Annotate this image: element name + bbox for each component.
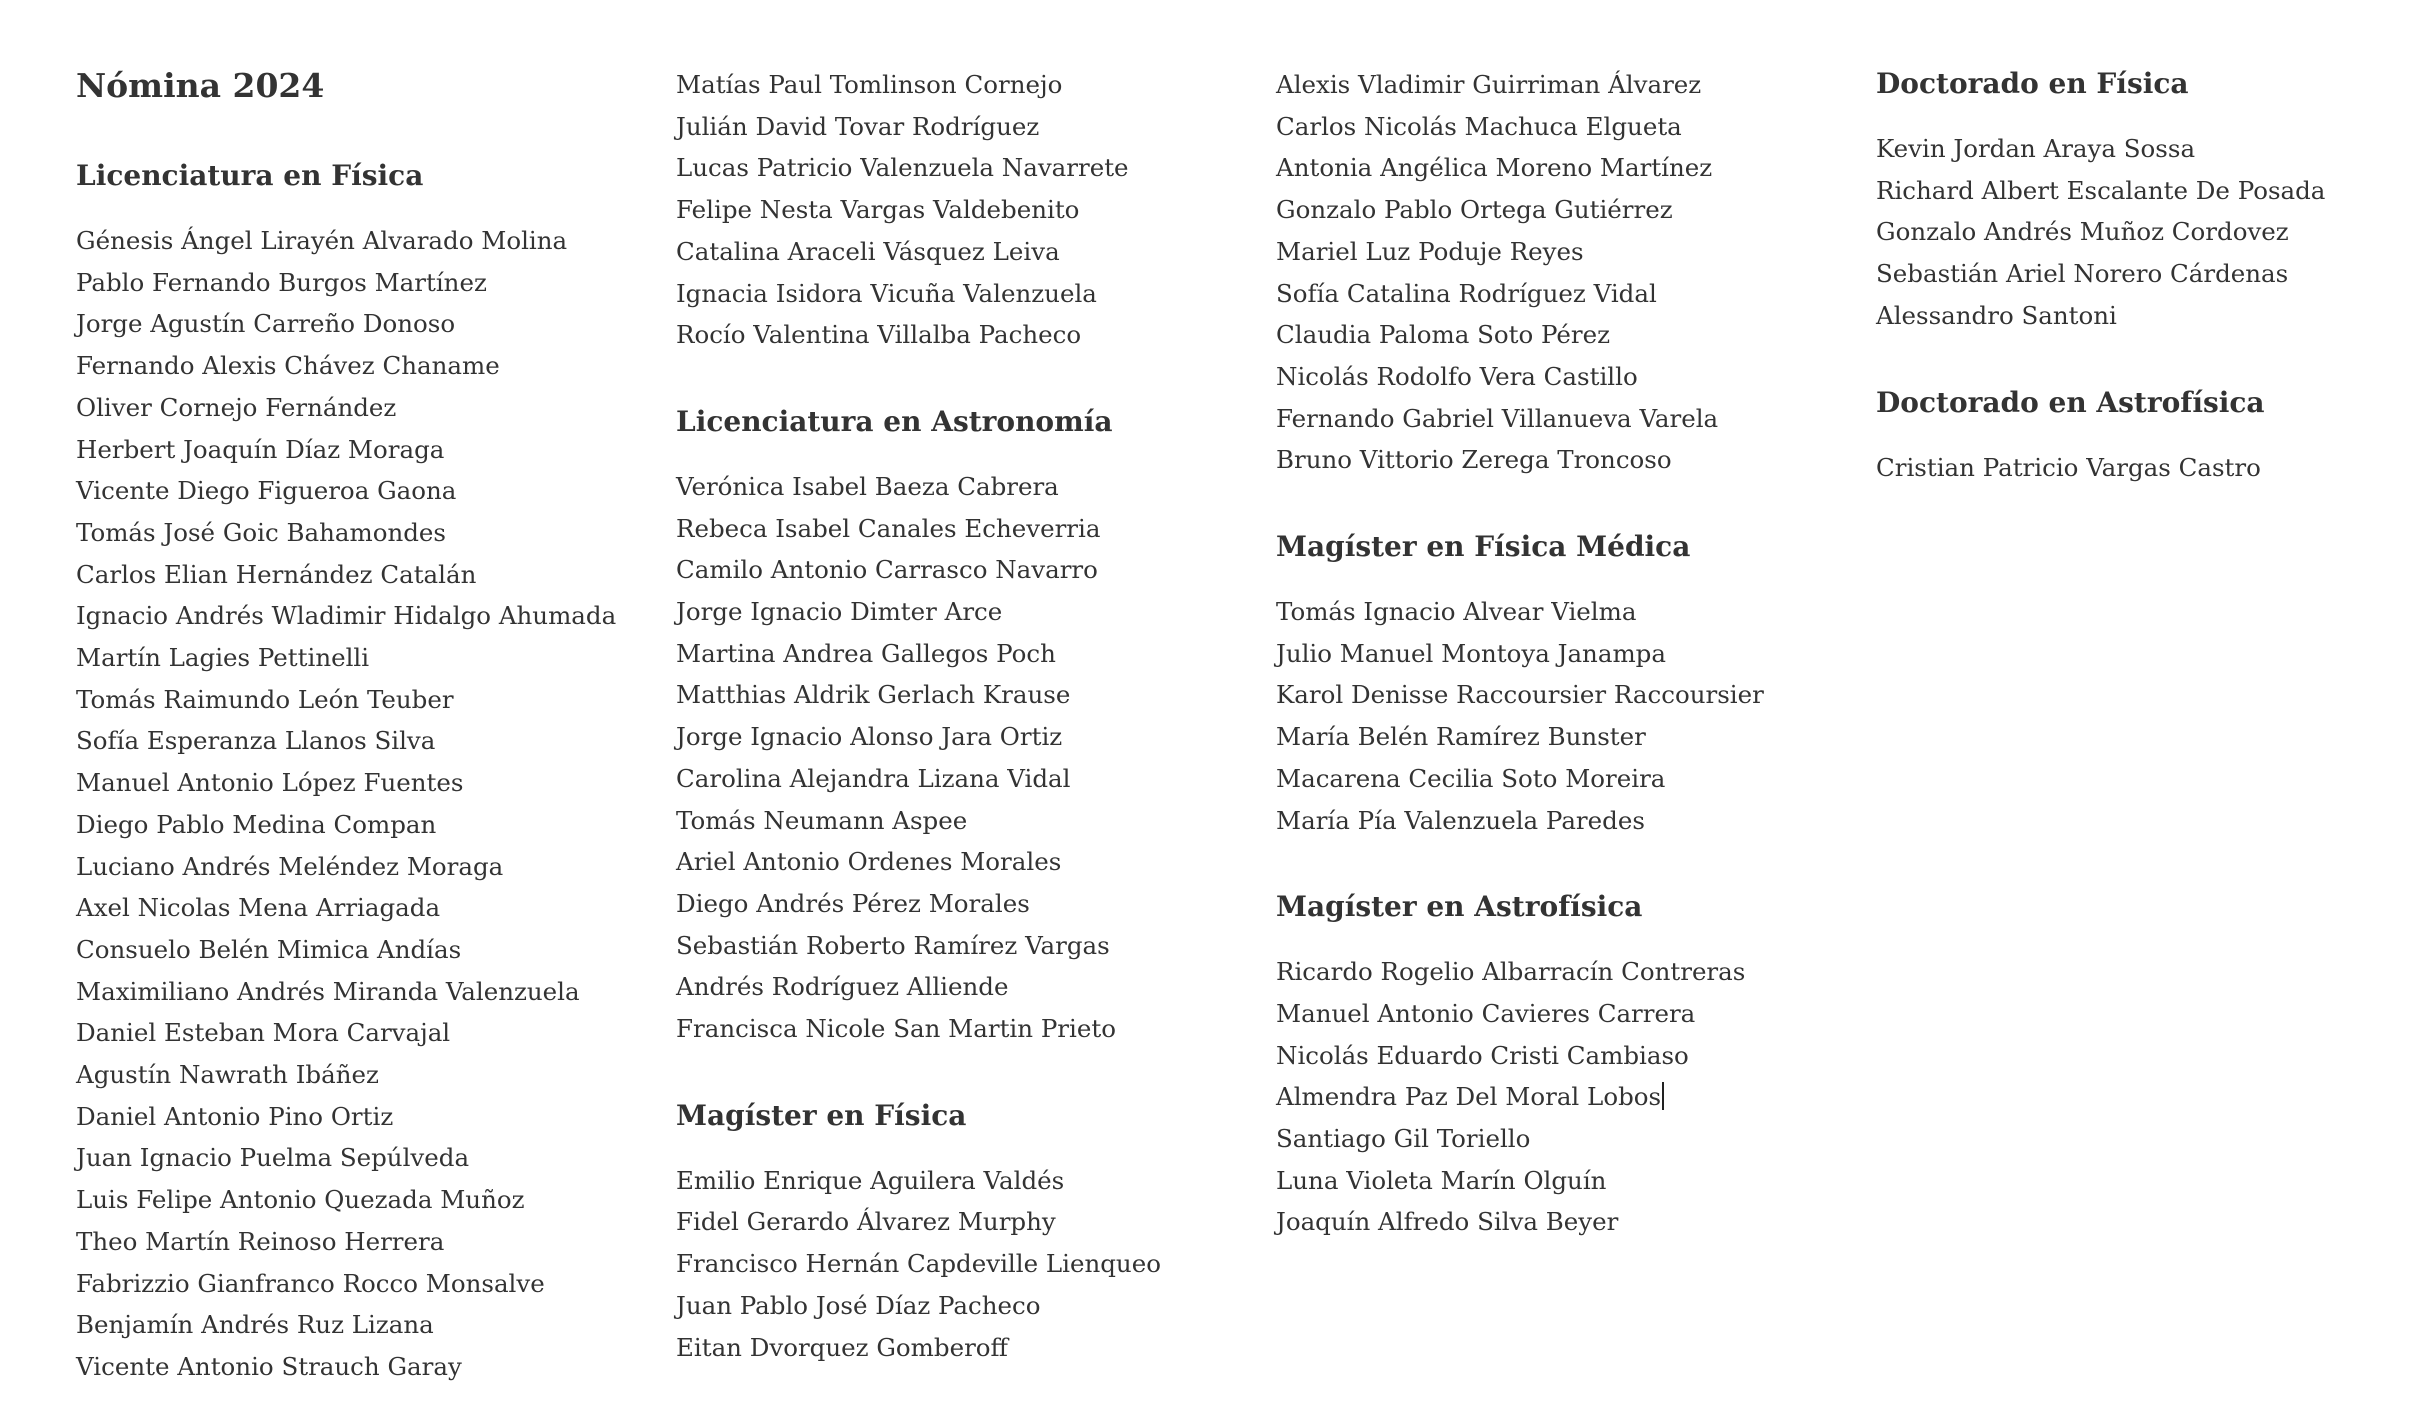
list-item	[1276, 758, 1856, 800]
list-item	[76, 262, 656, 304]
name-text: Oliver Cornejo Fernández	[76, 392, 397, 422]
list-item	[1876, 447, 2416, 489]
list-item	[76, 1012, 656, 1054]
list-item	[76, 846, 656, 888]
list-item	[676, 925, 1256, 967]
list-licenciatura-fisica-cont	[676, 64, 1256, 356]
list-item	[1276, 674, 1856, 716]
list-item	[1276, 314, 1856, 356]
name-text: Fernando Gabriel Villanueva Varela	[1276, 403, 1719, 433]
name-text: Ignacia Isidora Vicuña Valenzuela	[676, 278, 1097, 308]
name-text: Verónica Isabel Baeza Cabrera	[676, 471, 1059, 501]
name-text: Mariel Luz Poduje Reyes	[1276, 236, 1584, 266]
name-text: Francisco Hernán Capdeville Lienqueo	[676, 1249, 1161, 1279]
list-item	[76, 971, 656, 1013]
list-item	[1276, 439, 1856, 481]
text-cursor	[1662, 1082, 1664, 1110]
name-text: Axel Nicolas Mena Arriagada	[76, 893, 441, 923]
list-item	[676, 883, 1256, 925]
list-item	[676, 674, 1256, 716]
list-item	[1276, 273, 1856, 315]
name-text: Karol Denisse Raccoursier Raccoursier	[1276, 680, 1764, 710]
list-item	[676, 466, 1256, 508]
name-text: Sofía Catalina Rodríguez Vidal	[1276, 278, 1657, 308]
list-item	[676, 841, 1256, 883]
name-text: Julián David Tovar Rodríguez	[676, 111, 1040, 141]
name-text: Daniel Antonio Pino Ortiz	[76, 1101, 394, 1131]
list-magister-astrofisica	[1276, 951, 1856, 1243]
heading-doctorado-astrofisica: Doctorado en Astrofísica	[1876, 385, 2265, 419]
list-item	[1276, 106, 1856, 148]
name-text: Matías Paul Tomlinson Cornejo	[676, 70, 1063, 99]
heading-licenciatura-fisica: Licenciatura en Física	[76, 159, 424, 192]
list-item	[676, 1285, 1256, 1327]
name-text: María Belén Ramírez Bunster	[1276, 722, 1646, 752]
name-text: Sebastián Ariel Norero Cárdenas	[1876, 259, 2289, 289]
name-text: Génesis Ángel Lirayén Alvarado Molina	[76, 226, 568, 255]
list-item	[76, 595, 656, 637]
name-text: Felipe Nesta Vargas Valdebenito	[676, 195, 1080, 225]
name-text: Carolina Alejandra Lizana Vidal	[676, 763, 1071, 793]
list-item	[76, 1054, 656, 1096]
list-item	[1276, 356, 1856, 398]
name-text: Richard Albert Escalante De Posada	[1876, 175, 2326, 205]
name-text: Carlos Elian Hernández Catalán	[76, 559, 477, 589]
name-text: Maximiliano Andrés Miranda Valenzuela	[76, 976, 580, 1006]
name-text: Joaquín Alfredo Silva Beyer	[1276, 1207, 1619, 1237]
list-item	[676, 758, 1256, 800]
list-item	[1276, 591, 1856, 633]
list-item	[676, 633, 1256, 675]
list-item	[676, 966, 1256, 1008]
name-text: Rocío Valentina Villalba Pacheco	[676, 320, 1082, 350]
name-text: Francisca Nicole San Martin Prieto	[676, 1014, 1116, 1044]
name-text: Alexis Vladimir Guirriman Álvarez	[1276, 70, 1702, 99]
name-text: Manuel Antonio Cavieres Carrera	[1276, 998, 1696, 1028]
list-item	[1276, 951, 1856, 993]
list-item	[76, 1137, 656, 1179]
list-item	[76, 1304, 656, 1346]
list-item	[676, 147, 1256, 189]
name-text: Nicolás Rodolfo Vera Castillo	[1276, 361, 1638, 391]
name-text: Kevin Jordan Araya Sossa	[1876, 134, 2196, 163]
column-1	[76, 64, 656, 1388]
name-text: Martina Andrea Gallegos Poch	[676, 638, 1056, 668]
list-item	[676, 314, 1256, 356]
name-text: Juan Ignacio Puelma Sepúlveda	[76, 1143, 470, 1173]
list-item	[676, 1160, 1256, 1202]
list-item	[676, 64, 1256, 106]
name-text: Tomás Raimundo León Teuber	[76, 684, 454, 714]
list-item	[1276, 64, 1856, 106]
list-item	[76, 804, 656, 846]
list-item	[76, 762, 656, 804]
list-doctorado-fisica	[1876, 128, 2416, 337]
column-2	[676, 64, 1256, 1414]
name-text: Tomás Neumann Aspee	[676, 805, 968, 835]
list-item	[76, 1346, 656, 1388]
list-item	[676, 1327, 1256, 1369]
name-text: María Pía Valenzuela Paredes	[1276, 805, 1645, 835]
name-text: Daniel Esteban Mora Carvajal	[76, 1018, 451, 1048]
name-text: Luna Violeta Marín Olguín	[1276, 1165, 1607, 1195]
name-text: Bruno Vittorio Zerega Troncoso	[1276, 445, 1672, 475]
list-item	[1276, 1076, 1856, 1118]
name-text: Gonzalo Andrés Muñoz Cordovez	[1876, 217, 2289, 247]
name-text: Matthias Aldrik Gerlach Krause	[676, 680, 1071, 710]
list-item	[1876, 211, 2416, 253]
list-item	[76, 1179, 656, 1221]
list-item	[676, 1008, 1256, 1050]
heading-magister-fisica-medica: Magíster en Física Médica	[1276, 530, 1691, 564]
name-text: Gonzalo Pablo Ortega Gutiérrez	[1276, 195, 1673, 225]
list-doctorado-astrofisica	[1876, 447, 2416, 489]
name-text: Nicolás Eduardo Cristi Cambiaso	[1276, 1040, 1689, 1070]
name-text: Jorge Ignacio Alonso Jara Ortiz	[676, 722, 1063, 752]
name-text: Alessandro Santoni	[1876, 300, 2117, 330]
name-text: Emilio Enrique Aguilera Valdés	[676, 1165, 1065, 1195]
list-item	[676, 591, 1256, 633]
name-text: Cristian Patricio Vargas Castro	[1876, 452, 2261, 482]
list-magister-fisica-medica	[1276, 591, 1856, 841]
name-text: Catalina Araceli Vásquez Leiva	[676, 236, 1060, 266]
name-text: Tomás Ignacio Alvear Vielma	[1276, 597, 1637, 627]
name-text: Rebeca Isabel Canales Echeverria	[676, 513, 1101, 543]
list-item	[76, 554, 656, 596]
list-item	[1876, 253, 2416, 295]
name-text: Vicente Diego Figueroa Gaona	[76, 476, 457, 506]
list-item	[1276, 993, 1856, 1035]
list-item	[676, 716, 1256, 758]
list-item	[76, 1096, 656, 1138]
list-item	[676, 549, 1256, 591]
name-text: Benjamín Andrés Ruz Lizana	[76, 1310, 434, 1340]
list-item	[76, 637, 656, 679]
list-item	[1276, 398, 1856, 440]
name-text: Camilo Antonio Carrasco Navarro	[676, 555, 1098, 585]
list-item	[76, 679, 656, 721]
list-item	[1276, 231, 1856, 273]
name-text: Agustín Nawrath Ibáñez	[76, 1060, 379, 1090]
list-licenciatura-astronomia	[676, 466, 1256, 1050]
name-text: Sebastián Roberto Ramírez Vargas	[676, 930, 1110, 960]
name-text: Lucas Patricio Valenzuela Navarrete	[676, 153, 1129, 183]
heading-magister-astrofisica: Magíster en Astrofísica	[1276, 890, 1643, 924]
list-item	[76, 387, 656, 429]
name-text: Fidel Gerardo Álvarez Murphy	[676, 1207, 1056, 1237]
list-item	[76, 512, 656, 554]
list-item	[76, 220, 656, 262]
name-text: Fernando Alexis Chávez Chaname	[76, 351, 500, 381]
name-text: Tomás José Goic Bahamondes	[76, 517, 447, 547]
list-item	[676, 800, 1256, 842]
list-item	[76, 470, 656, 512]
name-text: Andrés Rodríguez Alliende	[676, 972, 1009, 1002]
list-item	[676, 1243, 1256, 1285]
name-text: Ignacio Andrés Wladimir Hidalgo Ahumada	[76, 601, 617, 631]
list-item	[1276, 633, 1856, 675]
name-text: Ricardo Rogelio Albarracín Contreras	[1276, 957, 1746, 987]
name-text: Santiago Gil Toriello	[1276, 1124, 1531, 1154]
list-item	[76, 929, 656, 971]
name-text: Juan Pablo José Díaz Pacheco	[676, 1290, 1041, 1320]
name-text: Vicente Antonio Strauch Garay	[76, 1351, 462, 1381]
list-item	[76, 345, 656, 387]
name-text: Eitan Dvorquez Gomberoff	[676, 1332, 1008, 1362]
list-item	[676, 508, 1256, 550]
name-text: Theo Martín Reinoso Herrera	[76, 1226, 445, 1256]
list-item	[76, 1221, 656, 1263]
page-title: Nómina 2024	[76, 66, 325, 105]
list-item	[76, 887, 656, 929]
name-text: Claudia Paloma Soto Pérez	[1276, 320, 1611, 350]
name-text: Diego Andrés Pérez Morales	[676, 888, 1030, 918]
list-item	[676, 273, 1256, 315]
name-text: Diego Pablo Medina Compan	[76, 809, 437, 839]
name-text: Herbert Joaquín Díaz Moraga	[76, 434, 445, 464]
name-text: Consuelo Belén Mimica Andías	[76, 934, 462, 964]
list-item	[1876, 170, 2416, 212]
list-item	[1276, 1160, 1856, 1202]
list-item	[676, 231, 1256, 273]
list-item	[1276, 147, 1856, 189]
name-text: Ariel Antonio Ordenes Morales	[676, 847, 1062, 877]
heading-magister-fisica: Magíster en Física	[676, 1098, 967, 1132]
name-text: Sofía Esperanza Llanos Silva	[76, 726, 436, 756]
list-item	[76, 1263, 656, 1305]
list-item	[1276, 189, 1856, 231]
list-item	[1276, 800, 1856, 842]
list-item	[676, 189, 1256, 231]
list-item	[1276, 1201, 1856, 1243]
name-text: Pablo Fernando Burgos Martínez	[76, 267, 487, 297]
name-text: Macarena Cecilia Soto Moreira	[1276, 763, 1666, 793]
name-text: Carlos Nicolás Machuca Elgueta	[1276, 111, 1682, 141]
list-item	[676, 1201, 1256, 1243]
list-item	[76, 429, 656, 471]
heading-doctorado-fisica: Doctorado en Física	[1876, 67, 2189, 100]
list-licenciatura-fisica	[76, 220, 656, 1388]
column-4	[1876, 64, 2416, 534]
name-text: Luis Felipe Antonio Quezada Muñoz	[76, 1185, 525, 1215]
list-item	[1876, 128, 2416, 170]
list-item	[1276, 716, 1856, 758]
name-text: Martín Lagies Pettinelli	[76, 643, 370, 673]
name-text: Almendra Paz Del Moral Lobos	[1276, 1082, 1662, 1112]
list-item	[76, 303, 656, 345]
list-item	[676, 106, 1256, 148]
name-text: Manuel Antonio López Fuentes	[76, 768, 464, 798]
list-magister-fisica-cont	[1276, 64, 1856, 481]
name-text: Julio Manuel Montoya Janampa	[1276, 638, 1666, 668]
list-item	[1276, 1118, 1856, 1160]
heading-licenciatura-astronomia: Licenciatura en Astronomía	[676, 404, 1113, 438]
list-item	[1276, 1035, 1856, 1077]
list-item	[1876, 295, 2416, 337]
list-item	[76, 720, 656, 762]
name-text: Luciano Andrés Meléndez Moraga	[76, 851, 504, 881]
name-text: Jorge Ignacio Dimter Arce	[676, 597, 1003, 627]
name-text: Antonia Angélica Moreno Martínez	[1276, 153, 1713, 183]
name-text: Jorge Agustín Carreño Donoso	[76, 309, 456, 339]
list-magister-fisica	[676, 1160, 1256, 1369]
name-text: Fabrizzio Gianfranco Rocco Monsalve	[76, 1268, 545, 1298]
column-3	[1276, 64, 1856, 1289]
